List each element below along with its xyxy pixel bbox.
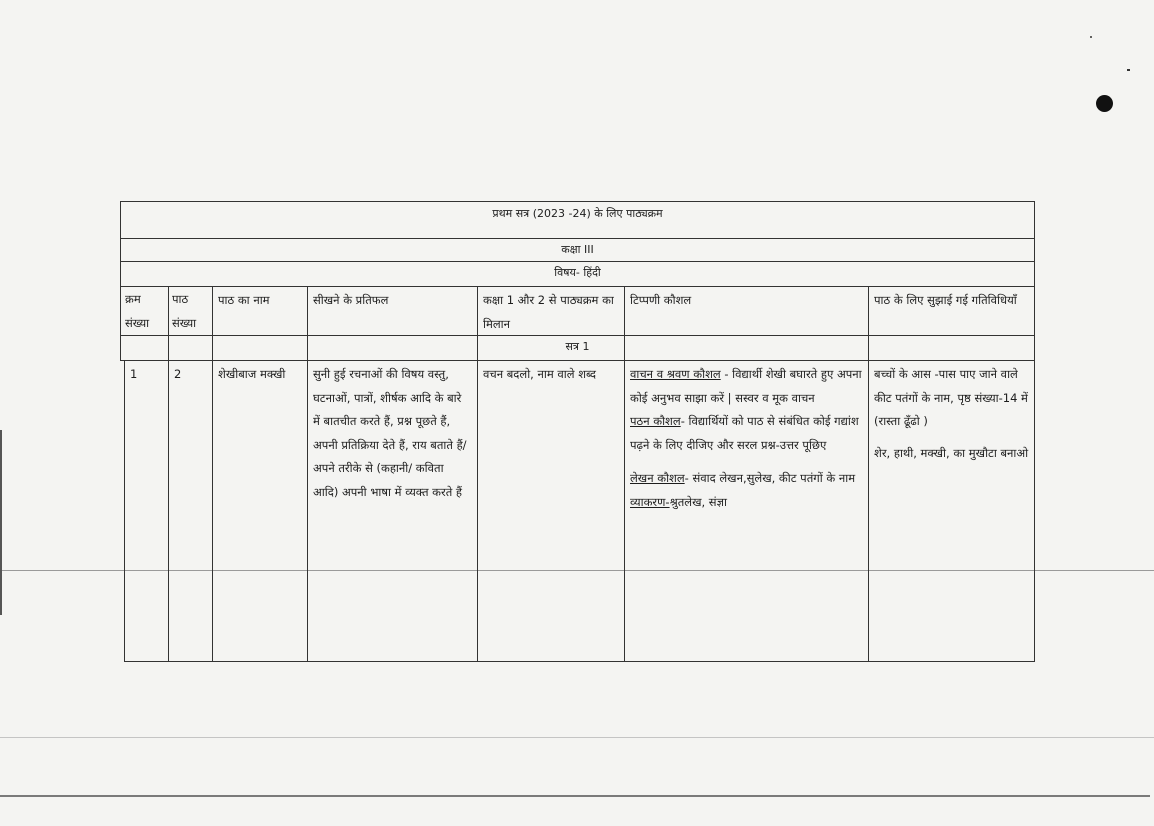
scan-edge <box>0 430 2 615</box>
column-header-learning-outcome: सीखने के प्रतिफल <box>313 293 389 307</box>
column-header-lesson-number: पाठ संख्या <box>172 292 197 330</box>
skill-grammar-text: श्रुतलेख, संज्ञा <box>669 494 727 509</box>
class-row <box>120 238 1035 262</box>
scan-line <box>0 795 1150 797</box>
skill-writing <box>630 467 863 491</box>
skill-writing-text: - संवाद लेखन,सुलेख, कीट पतंगों के नाम <box>684 471 856 485</box>
skill-reading-text: - विद्यार्थियों को पाठ से संबंधित कोई गद्यांश पढ़ने के लिए दीजिए और सरल प्रश्न-उत्तर पूछिए <box>630 414 859 452</box>
scan-line <box>0 737 1154 738</box>
column-header-syllabus-match: कक्षा 1 और 2 से पाठ्यक्रम का मिलान <box>483 293 614 331</box>
cell-skills <box>625 362 868 515</box>
cell-syllabus-match: वचन बदलो, नाम वाले शब्द <box>483 367 596 381</box>
skill-grammar-label: व्याकरण- <box>630 494 670 509</box>
subject-label: विषय- हिंदी <box>554 266 601 279</box>
cell-learning-outcome: सुनी हुई रचनाओं की विषय वस्तु, घटनाओं, पात्रों, शीर्षक आदि के बारे में बातचीत करते हैं, प्रश्न पूछते हैं, अपनी प्रतिक्रिया देते हैं, राय बताते हैं/ अपने तरीके से (कहानी/ कविता आदि) अपनी भाषा में व्यक्त करते हैं <box>313 367 467 499</box>
cell-lesson-name: शेखीबाज मक्खी <box>218 367 286 381</box>
skill-writing-label: लेखन कौशल <box>630 471 685 485</box>
column-header-activities: पाठ के लिए सुझाई गई गतिविधियाँ <box>874 293 1017 307</box>
scan-mark-small <box>1090 36 1092 38</box>
skill-reading-label: पठन कौशल <box>630 414 681 428</box>
class-label: कक्षा III <box>561 243 594 256</box>
activity-item: बच्चों के आस -पास पाए जाने वाले कीट पतंगों के नाम, पृष्ठ संख्या-14 में (रास्ता ढूँढो ) <box>874 367 1028 428</box>
scan-mark-small <box>1127 69 1130 71</box>
title-row <box>120 201 1035 239</box>
column-header-lesson-name: पाठ का नाम <box>218 293 270 307</box>
session-label: सत्र 1 <box>565 340 590 353</box>
skill-reading-listening <box>630 363 863 410</box>
syllabus-table <box>120 201 1035 662</box>
session-row <box>120 335 1035 361</box>
scan-mark-large <box>1096 95 1113 112</box>
page-title: प्रथम सत्र (2023 -24) के लिए पाठ्यक्रम <box>492 207 663 220</box>
skill-reading-listening-text: - विद्यार्थी शेखी बघारते हुए अपना कोई अनुभव साझा करें | सस्वर व मूक वाचन <box>630 367 862 405</box>
skill-grammar <box>630 491 863 515</box>
column-header-skills: टिप्पणी कौशल <box>630 293 692 307</box>
activity-item: शेर, हाथी, मक्खी, का मुखौटा बनाओ <box>874 445 1029 460</box>
cell-lesson-number: 2 <box>174 367 182 381</box>
skill-reading-listening-label: वाचन व श्रवण कौशल <box>630 367 721 381</box>
skill-reading <box>630 410 863 457</box>
cell-activities <box>869 362 1034 466</box>
subject-row <box>120 261 1035 287</box>
column-header-serial: क्रम संख्या <box>125 292 150 330</box>
cell-serial: 1 <box>130 367 138 381</box>
